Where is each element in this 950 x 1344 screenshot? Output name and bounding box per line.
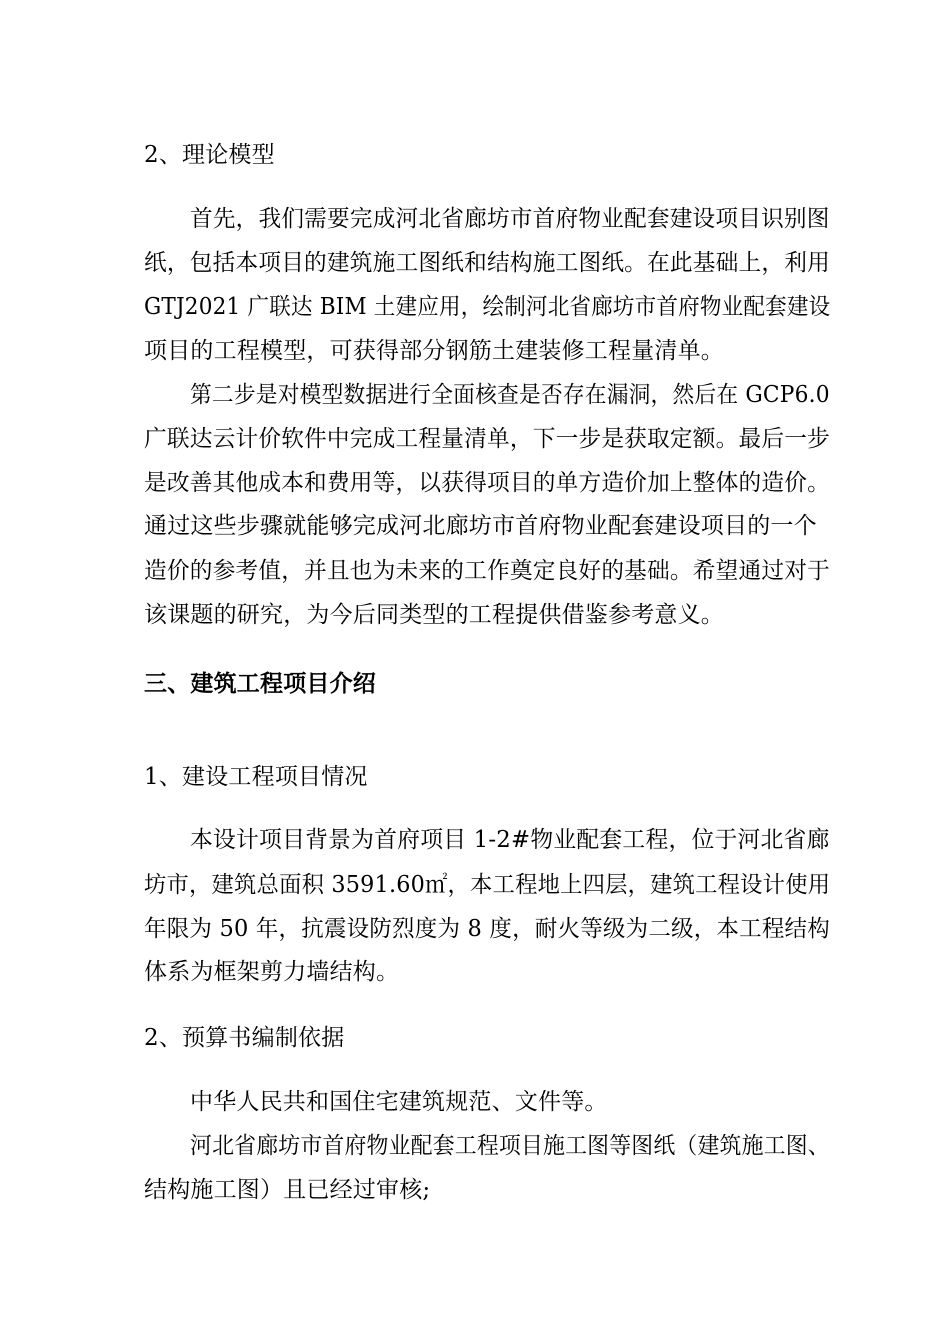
paragraph-line: 项目的工程模型，可获得部分钢筋土建装修工程量清单。 (144, 338, 724, 364)
paragraph-line: 是改善其他成本和费用等，以获得项目的单方造价加上整体的造价。 (144, 470, 830, 496)
paragraph-line: 首先，我们需要完成河北省廊坊市首府物业配套建设项目识别图 (190, 206, 830, 232)
paragraph-line: 中华人民共和国住宅建筑规范、文件等。 (190, 1089, 608, 1115)
chapter-heading-project-intro: 三、建筑工程项目介绍 (144, 671, 376, 697)
section-heading-theory-model: 2、理论模型 (144, 142, 275, 168)
paragraph-line: 该课题的研究，为今后同类型的工程提供借鉴参考意义。 (144, 602, 724, 628)
paragraph-line: GTJ2021 广联达 BIM 土建应用，绘制河北省廊坊市首府物业配套建设 (144, 294, 831, 320)
paragraph-line: 坊市，建筑总面积 3591.60㎡，本工程地上四层，建筑工程设计使用 (144, 872, 831, 898)
paragraph-line: 纸，包括本项目的建筑施工图纸和结构施工图纸。在此基础上，利用 (144, 250, 830, 276)
paragraph-line: 广联达云计价软件中完成工程量清单，下一步是获取定额。最后一步 (144, 426, 830, 452)
paragraph-line: 造价的参考值，并且也为未来的工作奠定良好的基础。希望通过对于 (144, 558, 830, 584)
paragraph-line: 河北省廊坊市首府物业配套工程项目施工图等图纸（建筑施工图、 (190, 1133, 830, 1159)
paragraph-line: 体系为框架剪力墙结构。 (144, 959, 400, 985)
section-heading-project-status: 1、建设工程项目情况 (144, 764, 368, 790)
paragraph-line: 结构施工图）且已经过审核; (144, 1177, 431, 1203)
paragraph-line: 年限为 50 年，抗震设防烈度为 8 度，耐火等级为二级，本工程结构 (144, 916, 830, 942)
paragraph-line: 通过这些步骤就能够完成河北廊坊市首府物业配套建设项目的一个 (144, 513, 817, 539)
paragraph-line: 第二步是对模型数据进行全面核查是否存在漏洞，然后在 GCP6.0 (190, 382, 830, 408)
paragraph-line: 本设计项目背景为首府项目 1-2#物业配套工程，位于河北省廊 (190, 827, 830, 853)
section-heading-budget-basis: 2、预算书编制依据 (144, 1025, 345, 1051)
